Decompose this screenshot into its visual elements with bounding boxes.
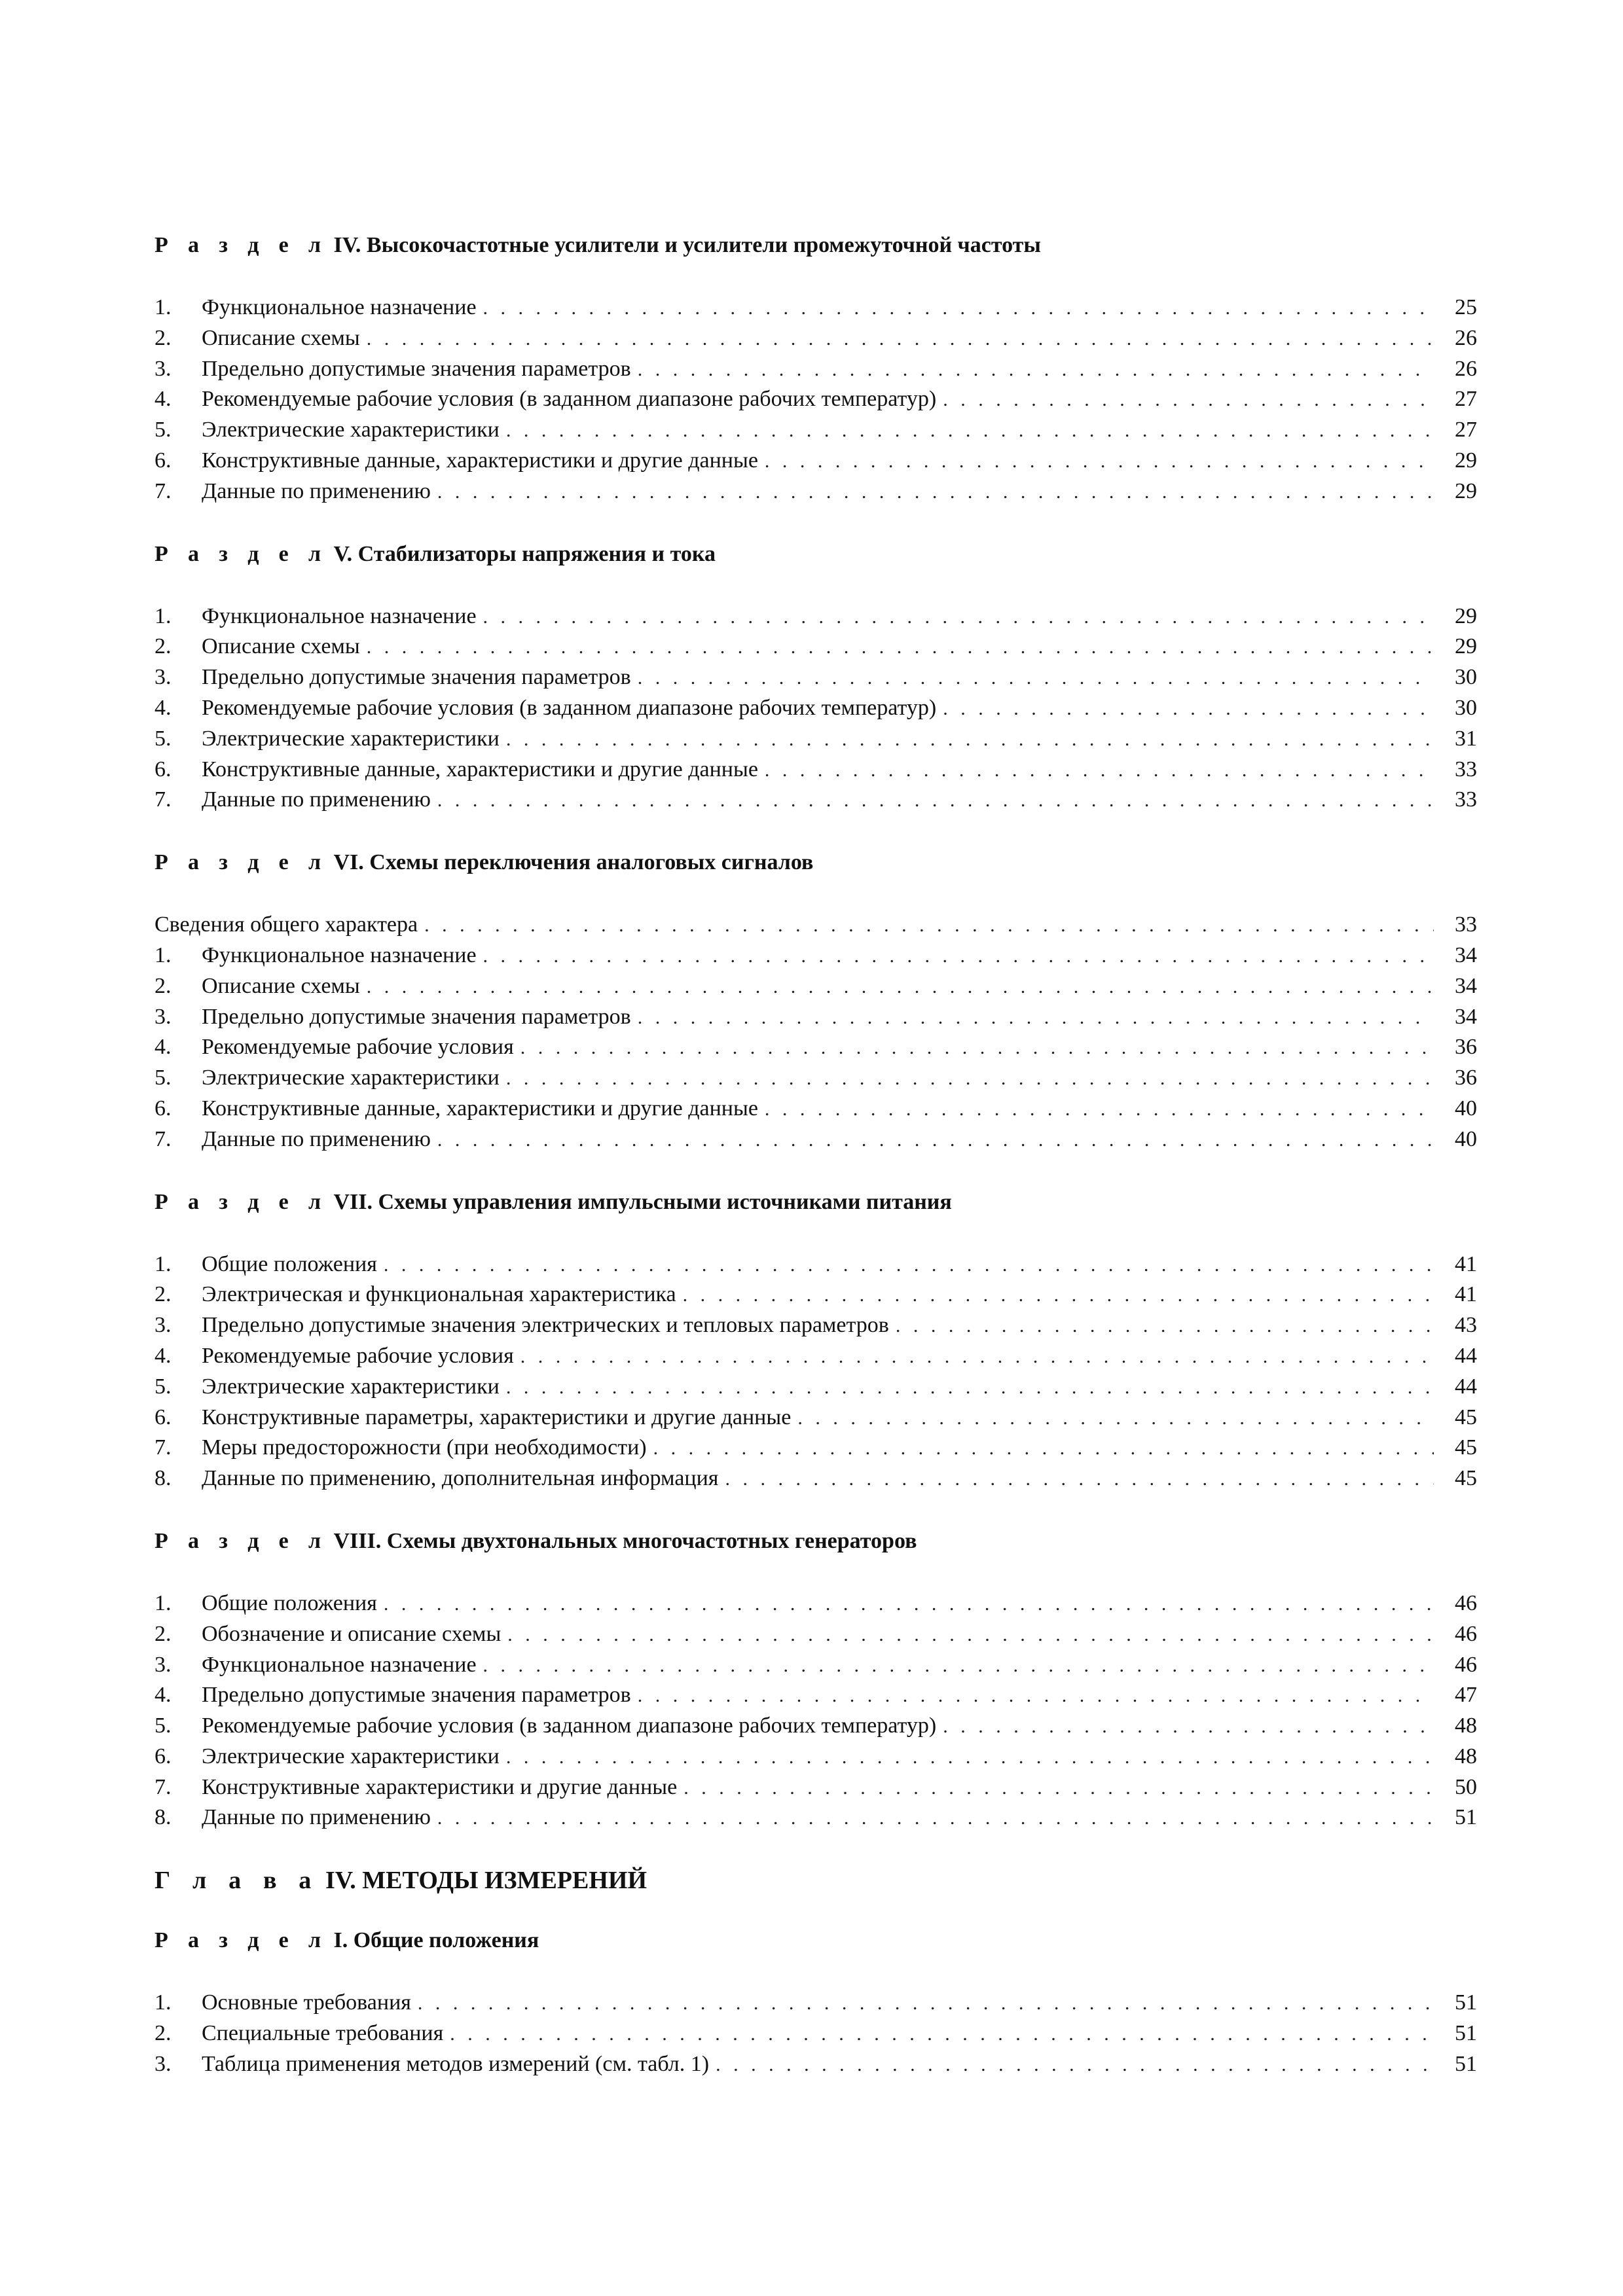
entry-number: 2. <box>155 1282 172 1307</box>
entry-text: Конструктивные данные, характеристики и другие данные <box>202 448 758 473</box>
entry-text: Рекомендуемые рабочие условия (в заданном диапазоне рабочих температур) <box>202 695 937 720</box>
dot-leader <box>367 972 1434 1003</box>
toc-entry[interactable] <box>155 910 1477 941</box>
dot-leader <box>943 385 1434 416</box>
section-iv <box>155 232 1477 507</box>
entry-number: 1. <box>155 1251 172 1276</box>
entry-text: Таблица применения методов измерений (см. табл. 1) <box>202 2051 710 2076</box>
dot-leader <box>638 1003 1434 1033</box>
entry-list <box>155 1588 1477 1833</box>
dot-leader <box>384 1589 1434 1620</box>
section-viii <box>155 1528 1477 1833</box>
entry-text: Электрические характеристики <box>202 418 500 442</box>
entry-text: Данные по применению <box>202 787 431 812</box>
toc-entry[interactable] <box>155 941 1477 971</box>
dot-leader <box>437 477 1434 508</box>
entry-number: 5. <box>155 1066 172 1090</box>
entry-page: 33 <box>1455 912 1477 937</box>
entry-page: 48 <box>1455 1713 1477 1738</box>
entry-text: Функциональное назначение <box>202 295 477 319</box>
dot-leader <box>367 324 1434 355</box>
dot-leader <box>716 2050 1434 2081</box>
chapter-iv <box>155 1867 1477 1893</box>
entry-page: 26 <box>1455 356 1477 381</box>
toc-entry[interactable] <box>155 1280 1477 1310</box>
toc-entry[interactable] <box>155 1249 1477 1280</box>
dot-leader <box>418 1988 1434 2019</box>
toc-entry[interactable] <box>155 1094 1477 1124</box>
entry-page: 46 <box>1455 1590 1477 1615</box>
entry-number: 1. <box>155 1590 172 1615</box>
entry-text: Электрическая и функциональная характеристика <box>202 1282 676 1307</box>
entry-number: 6. <box>155 1096 172 1121</box>
dot-leader <box>506 1742 1434 1773</box>
entry-text: Функциональное назначение <box>202 603 477 628</box>
entry-text: Рекомендуемые рабочие условия <box>202 1035 514 1060</box>
chapter-heading <box>155 1867 1477 1893</box>
entry-number: 6. <box>155 1744 172 1768</box>
entry-text: Электрические характеристики <box>202 1374 500 1399</box>
dot-leader <box>765 446 1434 477</box>
entry-page: 51 <box>1455 2021 1477 2046</box>
section-prefix: Р а з д е л <box>155 850 328 875</box>
toc-entry[interactable] <box>155 1063 1477 1094</box>
entry-number: 5. <box>155 418 172 442</box>
section-heading <box>155 1928 1477 1954</box>
entry-number: 4. <box>155 695 172 720</box>
entry-page: 44 <box>1455 1374 1477 1399</box>
dot-leader <box>506 1372 1434 1403</box>
section-title: VI. Схемы переключения аналоговых сигналов <box>333 850 814 875</box>
dot-leader <box>896 1311 1434 1342</box>
entry-page: 31 <box>1455 726 1477 751</box>
entry-page: 47 <box>1455 1683 1477 1708</box>
dot-leader <box>638 355 1434 386</box>
entry-number: 1. <box>155 942 172 967</box>
dot-leader <box>450 2019 1434 2050</box>
toc-entry[interactable] <box>155 1742 1477 1772</box>
toc-entry[interactable] <box>155 601 1477 632</box>
toc-entry[interactable] <box>155 1463 1477 1494</box>
entry-text: Описание схемы <box>202 973 360 998</box>
entry-text: Электрические характеристики <box>202 1744 500 1768</box>
section-vi <box>155 850 1477 1155</box>
section-i <box>155 1928 1477 2079</box>
toc-entry[interactable] <box>155 1403 1477 1433</box>
dot-leader <box>437 1125 1434 1156</box>
entry-number: 3. <box>155 356 172 381</box>
toc-entry[interactable] <box>155 1619 1477 1650</box>
entry-page: 34 <box>1455 1004 1477 1029</box>
entry-page: 51 <box>1455 1990 1477 2015</box>
dot-leader <box>384 1250 1434 1281</box>
section-prefix: Р а з д е л <box>155 1528 328 1553</box>
section-heading <box>155 850 1477 876</box>
entry-number: 2. <box>155 973 172 998</box>
section-prefix: Р а з д е л <box>155 233 328 257</box>
toc-entry[interactable] <box>155 1002 1477 1033</box>
toc-entry[interactable] <box>155 415 1477 446</box>
entry-page: 29 <box>1455 634 1477 659</box>
dot-leader <box>506 725 1434 755</box>
dot-leader <box>765 755 1434 786</box>
table-of-contents <box>155 232 1477 2080</box>
toc-entry[interactable] <box>155 1650 1477 1681</box>
dot-leader <box>683 1280 1434 1311</box>
entry-number: 2. <box>155 634 172 659</box>
toc-entry[interactable] <box>155 1372 1477 1403</box>
dot-leader <box>424 910 1434 941</box>
toc-entry[interactable] <box>155 354 1477 385</box>
entry-page: 33 <box>1455 757 1477 781</box>
toc-entry[interactable] <box>155 1433 1477 1463</box>
chapter-prefix: Г л а в а <box>155 1867 319 1895</box>
dot-leader <box>638 663 1434 694</box>
entry-text: Данные по применению, дополнительная информация <box>202 1466 719 1491</box>
entry-number: 7. <box>155 1435 172 1460</box>
entry-text: Данные по применению <box>202 1805 431 1830</box>
entry-number: 8. <box>155 1805 172 1830</box>
toc-entry[interactable] <box>155 476 1477 507</box>
dot-leader <box>506 1064 1434 1094</box>
entry-text: Рекомендуемые рабочие условия <box>202 1343 514 1368</box>
entry-text: Конструктивные параметры, характеристики и другие данные <box>202 1405 792 1429</box>
entry-number: 6. <box>155 757 172 781</box>
toc-entry[interactable] <box>155 1988 1477 2018</box>
entry-text: Описание схемы <box>202 634 360 659</box>
dot-leader <box>367 632 1434 663</box>
dot-leader <box>520 1033 1434 1064</box>
entry-number: 1. <box>155 603 172 628</box>
entry-page: 40 <box>1455 1096 1477 1121</box>
entry-page: 29 <box>1455 448 1477 473</box>
toc-entry[interactable] <box>155 1588 1477 1619</box>
entry-page: 48 <box>1455 1744 1477 1768</box>
entry-text: Рекомендуемые рабочие условия (в заданном диапазоне рабочих температур) <box>202 1713 937 1738</box>
dot-leader <box>765 1094 1434 1125</box>
entry-page: 41 <box>1455 1282 1477 1307</box>
entry-text: Данные по применению <box>202 1126 431 1151</box>
section-vii <box>155 1189 1477 1494</box>
entry-page: 40 <box>1455 1126 1477 1151</box>
toc-entry[interactable] <box>155 446 1477 476</box>
section-prefix: Р а з д е л <box>155 1928 328 1953</box>
toc-entry[interactable] <box>155 323 1477 354</box>
entry-number: 1. <box>155 295 172 319</box>
section-prefix: Р а з д е л <box>155 1189 328 1214</box>
entry-number: 7. <box>155 478 172 503</box>
section-title: IV. Высокочастотные усилители и усилители промежуточной частоты <box>333 233 1041 257</box>
section-title: VIII. Схемы двухтональных многочастотных генераторов <box>333 1528 917 1553</box>
entry-number: 4. <box>155 1343 172 1368</box>
section-heading <box>155 1528 1477 1554</box>
entry-number: 8. <box>155 1466 172 1491</box>
toc-entry[interactable] <box>155 1711 1477 1742</box>
dot-leader <box>483 293 1434 324</box>
entry-page: 27 <box>1455 418 1477 442</box>
section-title: V. Стабилизаторы напряжения и тока <box>333 541 716 566</box>
toc-entry[interactable] <box>155 632 1477 662</box>
entry-page: 45 <box>1455 1405 1477 1429</box>
entry-page: 43 <box>1455 1313 1477 1338</box>
entry-list <box>155 1249 1477 1494</box>
entry-number: 3. <box>155 665 172 690</box>
entry-text: Рекомендуемые рабочие условия (в заданном диапазоне рабочих температур) <box>202 387 937 412</box>
entry-number: 5. <box>155 726 172 751</box>
dot-leader <box>437 1803 1434 1834</box>
entry-number: 6. <box>155 1405 172 1429</box>
entry-list <box>155 601 1477 816</box>
toc-entry[interactable] <box>155 1680 1477 1711</box>
toc-entry[interactable] <box>155 693 1477 724</box>
entry-page: 46 <box>1455 1652 1477 1677</box>
entry-page: 45 <box>1455 1466 1477 1491</box>
entry-page: 27 <box>1455 387 1477 412</box>
entry-page: 30 <box>1455 665 1477 690</box>
entry-list <box>155 910 1477 1155</box>
entry-number: 4. <box>155 1683 172 1708</box>
entry-text: Предельно допустимые значения параметров <box>202 665 631 690</box>
entry-page: 36 <box>1455 1066 1477 1090</box>
toc-entry[interactable] <box>155 785 1477 816</box>
toc-entry[interactable] <box>155 384 1477 415</box>
toc-entry[interactable] <box>155 1341 1477 1372</box>
entry-number: 4. <box>155 387 172 412</box>
dot-leader <box>638 1681 1434 1712</box>
entry-page: 51 <box>1455 1805 1477 1830</box>
entry-page: 26 <box>1455 325 1477 350</box>
section-v <box>155 541 1477 816</box>
section-heading <box>155 541 1477 567</box>
entry-text: Предельно допустимые значения параметров <box>202 1004 631 1029</box>
entry-text: Обозначение и описание схемы <box>202 1621 501 1646</box>
toc-entry[interactable] <box>155 1124 1477 1155</box>
toc-entry[interactable] <box>155 662 1477 693</box>
entry-page: 36 <box>1455 1035 1477 1060</box>
entry-number: 3. <box>155 1313 172 1338</box>
entry-page: 33 <box>1455 787 1477 812</box>
section-title: I. Общие положения <box>333 1928 539 1953</box>
entry-page: 29 <box>1455 603 1477 628</box>
toc-entry[interactable] <box>155 755 1477 785</box>
section-heading <box>155 1189 1477 1215</box>
entry-text: Конструктивные характеристики и другие данные <box>202 1774 678 1799</box>
entry-text: Сведения общего характера <box>155 912 418 937</box>
entry-text: Основные требования <box>202 1990 411 2015</box>
dot-leader <box>797 1403 1434 1434</box>
entry-text: Общие положения <box>202 1251 377 1276</box>
entry-text: Описание схемы <box>202 325 360 350</box>
toc-entry[interactable] <box>155 724 1477 755</box>
entry-number: 7. <box>155 787 172 812</box>
entry-text: Предельно допустимые значения электрических и тепловых параметров <box>202 1313 889 1338</box>
entry-text: Данные по применению <box>202 478 431 503</box>
section-heading <box>155 232 1477 259</box>
entry-number: 3. <box>155 1004 172 1029</box>
entry-number: 3. <box>155 2051 172 2076</box>
entry-page: 46 <box>1455 1621 1477 1646</box>
dot-leader <box>653 1433 1434 1464</box>
entry-text: Конструктивные данные, характеристики и другие данные <box>202 757 758 781</box>
dot-leader <box>725 1464 1434 1495</box>
entry-page: 25 <box>1455 295 1477 319</box>
entry-text: Электрические характеристики <box>202 726 500 751</box>
entry-text: Функциональное назначение <box>202 1652 477 1677</box>
entry-number: 6. <box>155 448 172 473</box>
entry-page: 51 <box>1455 2051 1477 2076</box>
dot-leader <box>506 416 1434 446</box>
toc-entry[interactable] <box>155 1803 1477 1833</box>
entry-text: Общие положения <box>202 1590 377 1615</box>
toc-entry[interactable] <box>155 2018 1477 2049</box>
toc-entry[interactable] <box>155 971 1477 1002</box>
entry-number: 7. <box>155 1774 172 1799</box>
entry-number: 5. <box>155 1713 172 1738</box>
entry-page: 34 <box>1455 942 1477 967</box>
entry-page: 41 <box>1455 1251 1477 1276</box>
entry-text: Меры предосторожности (при необходимости) <box>202 1435 647 1460</box>
entry-list <box>155 293 1477 507</box>
entry-number: 4. <box>155 1035 172 1060</box>
entry-list <box>155 1988 1477 2079</box>
entry-page: 34 <box>1455 973 1477 998</box>
entry-text: Электрические характеристики <box>202 1066 500 1090</box>
entry-page: 29 <box>1455 478 1477 503</box>
entry-page: 44 <box>1455 1343 1477 1368</box>
toc-entry[interactable] <box>155 293 1477 323</box>
toc-entry[interactable] <box>155 1310 1477 1341</box>
entry-page: 45 <box>1455 1435 1477 1460</box>
entry-text: Предельно допустимые значения параметров <box>202 1683 631 1708</box>
entry-number: 2. <box>155 2021 172 2046</box>
entry-number: 2. <box>155 1621 172 1646</box>
entry-page: 30 <box>1455 695 1477 720</box>
entry-number: 3. <box>155 1652 172 1677</box>
dot-leader <box>943 694 1434 725</box>
entry-number: 2. <box>155 325 172 350</box>
entry-text: Функциональное назначение <box>202 942 477 967</box>
entry-number: 5. <box>155 1374 172 1399</box>
dot-leader <box>483 602 1434 633</box>
dot-leader <box>684 1773 1434 1804</box>
dot-leader <box>483 941 1434 972</box>
entry-number: 1. <box>155 1990 172 2015</box>
chapter-title: IV. МЕТОДЫ ИЗМЕРЕНИЙ <box>325 1867 647 1895</box>
section-prefix: Р а з д е л <box>155 541 328 566</box>
entry-text: Предельно допустимые значения параметров <box>202 356 631 381</box>
entry-number: 7. <box>155 1126 172 1151</box>
entry-text: Конструктивные данные, характеристики и другие данные <box>202 1096 758 1121</box>
entry-page: 50 <box>1455 1774 1477 1799</box>
entry-text: Специальные требования <box>202 2021 444 2046</box>
dot-leader <box>507 1620 1434 1651</box>
dot-leader <box>437 785 1434 816</box>
dot-leader <box>520 1342 1434 1372</box>
toc-entry[interactable] <box>155 1032 1477 1063</box>
section-title: VII. Схемы управления импульсными источниками питания <box>333 1189 952 1214</box>
toc-entry[interactable] <box>155 2049 1477 2080</box>
dot-leader <box>943 1712 1434 1742</box>
dot-leader <box>483 1651 1434 1681</box>
toc-entry[interactable] <box>155 1772 1477 1803</box>
